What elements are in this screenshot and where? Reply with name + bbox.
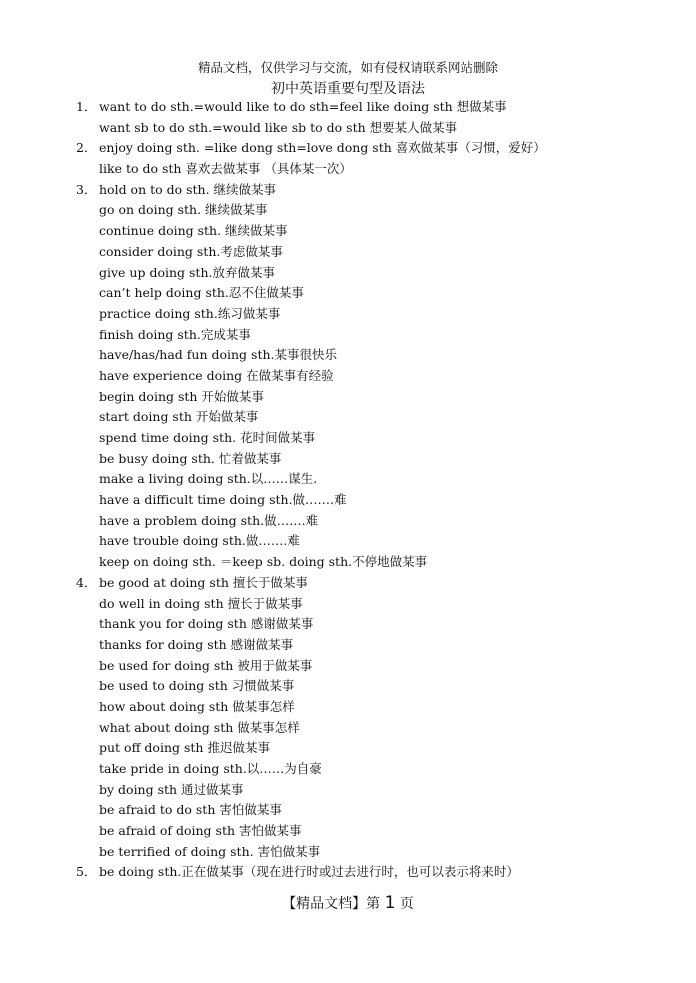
item-text: like to do sth 喜欢去做某事 （具体某一次） — [99, 161, 352, 177]
list-item — [0, 594, 696, 615]
item-text: be afraid of doing sth 害怕做某事 — [99, 823, 302, 839]
list-item — [0, 800, 696, 821]
list-item — [0, 862, 696, 883]
item-number: 1． — [76, 99, 97, 114]
list-item — [0, 263, 696, 284]
list-item — [0, 366, 696, 387]
item-text: by doing sth 通过做某事 — [99, 781, 244, 797]
list-item — [0, 573, 696, 594]
item-text: be doing sth.正在做某事（现在进行时或过去进行时，也可以表示将来时） — [99, 864, 519, 880]
item-text: be used for doing sth 被用于做某事 — [99, 657, 313, 673]
item-text: be terrified of doing sth. 害怕做某事 — [99, 843, 321, 859]
item-text: can’t help doing sth.忍不住做某事 — [99, 285, 304, 301]
item-number: 5． — [76, 864, 97, 880]
item-text: finish doing sth.完成某事 — [99, 326, 251, 342]
item-text: put off doing sth 推迟做某事 — [99, 740, 270, 756]
list-item — [0, 511, 696, 532]
list-item — [0, 697, 696, 718]
item-text: thank you for doing sth 感谢做某事 — [99, 616, 314, 632]
item-text: want to do sth.=would like to do sth=feel like doing sth 想做某事 — [99, 99, 507, 114]
item-text: make a living doing sth.以……谋生. — [99, 471, 318, 487]
item-number: 2． — [76, 140, 97, 156]
item-text: consider doing sth.考虑做某事 — [99, 243, 283, 259]
footer-page-number: 1 — [384, 893, 396, 913]
content-list — [0, 97, 696, 883]
list-item — [0, 531, 696, 552]
list-item — [0, 283, 696, 304]
item-text: how about doing sth 做某事怎样 — [99, 698, 295, 714]
list-item — [0, 490, 696, 511]
item-text: start doing sth 开始做某事 — [99, 409, 259, 425]
list-item — [0, 221, 696, 242]
list-item — [0, 428, 696, 449]
item-text: be used to doing sth 习惯做某事 — [99, 678, 295, 694]
item-text: do well in doing sth 擅长于做某事 — [99, 595, 303, 611]
item-text: have/has/had fun doing sth.某事很快乐 — [99, 347, 337, 363]
item-text: have experience doing 在做某事有经验 — [99, 367, 334, 383]
list-item — [0, 345, 696, 366]
document-title: 初中英语重要句型及语法 — [271, 81, 425, 97]
list-item — [0, 842, 696, 863]
list-item — [0, 738, 696, 759]
list-item — [0, 97, 696, 118]
item-number: 3． — [76, 181, 97, 197]
item-text: practice doing sth.练习做某事 — [99, 305, 281, 321]
list-item — [0, 180, 696, 201]
list-item — [0, 325, 696, 346]
item-text: want sb to do sth.=would like sb to do sth 想要某人做某事 — [99, 119, 458, 135]
item-text: have a problem doing sth.做…….难 — [99, 512, 319, 528]
item-text: be busy doing sth. 忙着做某事 — [99, 450, 282, 466]
list-item — [0, 159, 696, 180]
footer-prefix: 【精品文档】第 — [282, 896, 385, 912]
list-item — [0, 118, 696, 139]
item-text: give up doing sth.放弃做某事 — [99, 264, 275, 280]
list-item — [0, 304, 696, 325]
list-item — [0, 780, 696, 801]
list-item — [0, 614, 696, 635]
item-number: 4． — [76, 574, 97, 590]
item-text: continue doing sth. 继续做某事 — [99, 223, 288, 239]
item-text: begin doing sth 开始做某事 — [99, 388, 264, 404]
list-item — [0, 821, 696, 842]
list-item — [0, 718, 696, 739]
page-footer — [0, 893, 696, 913]
footer-suffix: 页 — [395, 896, 414, 912]
item-text: have trouble doing sth.做…….难 — [99, 533, 300, 549]
item-text: enjoy doing sth. =like dong sth=love dong sth 喜欢做某事（习惯，爱好） — [99, 140, 546, 156]
list-item — [0, 552, 696, 573]
item-text: be afraid to do sth 害怕做某事 — [99, 802, 282, 818]
item-text: take pride in doing sth.以……为自豪 — [99, 761, 322, 776]
list-item — [0, 676, 696, 697]
list-item — [0, 469, 696, 490]
list-item — [0, 387, 696, 408]
item-text: go on doing sth. 继续做某事 — [99, 202, 268, 218]
item-text: hold on to do sth. 继续做某事 — [99, 181, 277, 197]
item-text: thanks for doing sth 感谢做某事 — [99, 636, 294, 652]
list-item — [0, 200, 696, 221]
list-item — [0, 635, 696, 656]
item-text: what about doing sth 做某事怎样 — [99, 719, 300, 735]
item-text: have a difficult time doing sth.做…….难 — [99, 492, 347, 508]
item-text: keep on doing sth. ＝keep sb. doing sth.不停地做某事 — [99, 554, 428, 570]
item-text: spend time doing sth. 花时间做某事 — [99, 430, 316, 445]
list-item — [0, 138, 696, 159]
list-item — [0, 407, 696, 428]
list-item — [0, 449, 696, 470]
header-note: 精品文档，仅供学习与交流，如有侵权请联系网站删除 — [197, 60, 498, 75]
item-text: be good at doing sth 擅长于做某事 — [99, 574, 308, 590]
list-item — [0, 242, 696, 263]
list-item — [0, 656, 696, 677]
list-item — [0, 759, 696, 780]
